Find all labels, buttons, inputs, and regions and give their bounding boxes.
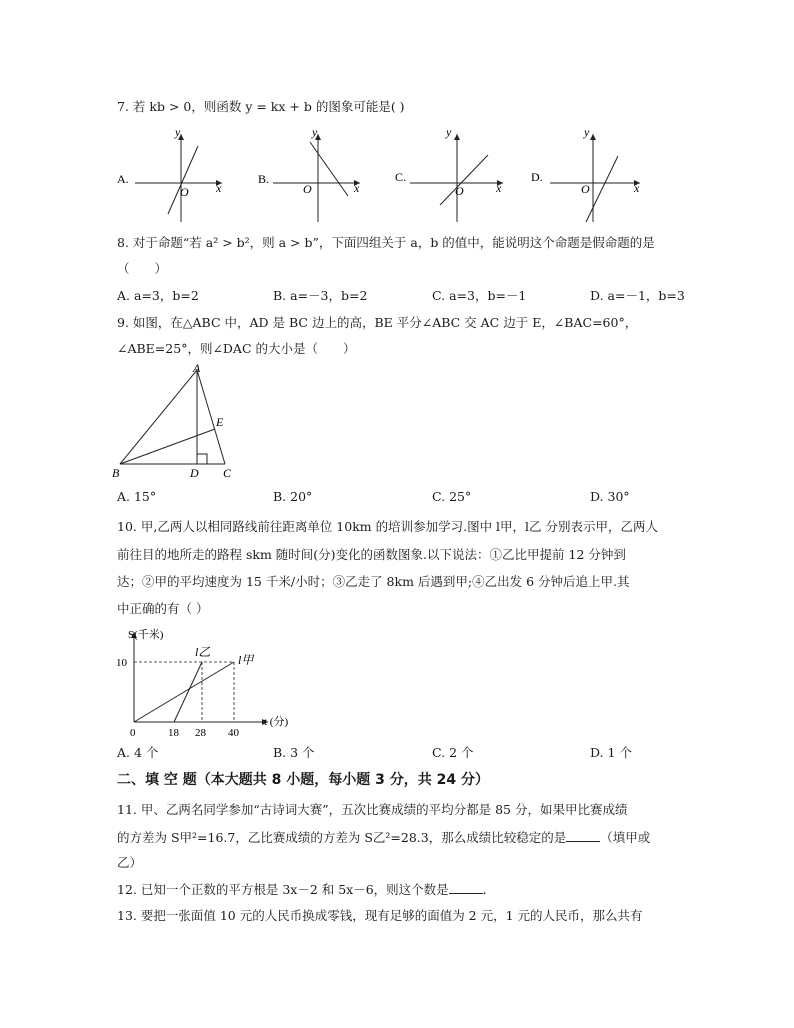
q11-answer-blank[interactable] xyxy=(566,831,600,842)
q10-x-tick-0: 0 xyxy=(130,727,136,739)
q10-line1: 10. 甲,乙两人以相同路线前往距离单位 10km 的培训参加学习.图中 l甲，l乙 分别表示甲，乙两人 xyxy=(117,519,659,534)
q10-distance-time-graph xyxy=(110,624,300,744)
q9-triangle-figure xyxy=(110,362,270,482)
q9-label-a: A xyxy=(193,362,201,375)
q7-b-o: O xyxy=(303,182,312,196)
q8-option-a: A. a=3，b=2 xyxy=(117,288,199,303)
q9-option-b: B. 20° xyxy=(273,489,313,504)
section-2-heading: 二、填 空 题（本大题共 8 小题，每小题 3 分，共 24 分） xyxy=(117,772,489,788)
q7-c-o: O xyxy=(455,184,464,198)
q11-line3: 乙） xyxy=(117,855,143,870)
q10-x-tick-28: 28 xyxy=(195,727,206,739)
q7-a-o: O xyxy=(180,185,189,199)
q10-line2: 前往目的地所走的路程 skm 随时间(分)变化的函数图象.以下说法：①乙比甲提前 12 分钟到 xyxy=(117,547,626,562)
q7-d-o: O xyxy=(581,182,590,196)
q10-option-c: C. 2 个 xyxy=(432,745,474,760)
q7-c-y: y xyxy=(446,125,452,139)
q10-x-tick-40: 40 xyxy=(228,727,239,739)
q8-line1: 8. 对于命题“若 a² > b²，则 a > b”，下面四组关于 a，b 的值中，能说明这个命题是假命题的是 xyxy=(117,235,655,250)
q10-option-d: D. 1 个 xyxy=(590,745,632,760)
q7-b-y: y xyxy=(312,125,318,139)
q9-option-c: C. 25° xyxy=(432,489,472,504)
q12-answer-blank[interactable] xyxy=(449,883,483,894)
q9-label-d: D xyxy=(190,466,199,480)
q10-label-yi: l乙 xyxy=(195,645,211,659)
q7-a-x: x xyxy=(216,181,222,195)
q11-line2: 的方差为 S甲²=16.7，乙比赛成绩的方差为 S乙²=28.3，那么成绩比较稳定的是 （填甲或 xyxy=(117,830,651,845)
q7-option-c-graph xyxy=(395,125,503,222)
q9-label-b: B xyxy=(112,466,120,480)
q10-y-tick-10: 10 xyxy=(116,657,127,669)
q9-option-a: A. 15° xyxy=(117,489,157,504)
q10-line4: 中正确的有（ ） xyxy=(117,601,209,616)
q12-line1: 12. 已知一个正数的平方根是 3x－2 和 5x－6，则这个数是 . xyxy=(117,882,487,897)
q7-a-y: y xyxy=(175,125,181,139)
q7-c-x: x xyxy=(496,181,502,195)
q10-line-yi xyxy=(174,662,202,722)
q7-option-a-label: A. xyxy=(117,172,129,186)
q7-b-x: x xyxy=(354,181,360,195)
q9-option-d: D. 30° xyxy=(590,489,630,504)
q8-option-d: D. a=－1，b=3 xyxy=(590,288,685,303)
q8-line2: （ ） xyxy=(117,261,168,276)
q7-option-b-graph xyxy=(258,125,360,222)
q7-option-d-graph xyxy=(531,125,640,222)
q7-stem: 7. 若 kb > 0，则函数 y = kx + b 的图象可能是( ) xyxy=(117,99,405,114)
q10-label-jia: l甲 xyxy=(238,653,254,667)
q10-x-tick-18: 18 xyxy=(168,727,179,739)
q10-xlabel: t (分) xyxy=(264,716,289,728)
q7-option-d-label: D. xyxy=(531,170,543,184)
q9-line2: ∠ABE=25°，则∠DAC 的大小是（ ） xyxy=(117,341,356,356)
q10-ylabel: S(千米) xyxy=(128,629,164,641)
q9-line1: 9. 如图，在△ABC 中，AD 是 BC 边上的高，BE 平分∠ABC 交 AC 边于 E，∠BAC=60°， xyxy=(117,315,638,330)
q7-d-x: x xyxy=(634,181,640,195)
q7-option-b-label: B. xyxy=(258,172,270,186)
q10-option-b: B. 3 个 xyxy=(273,745,315,760)
q10-option-a: A. 4 个 xyxy=(117,745,159,760)
q9-label-e: E xyxy=(216,415,224,429)
q10-line3: 达；②甲的平均速度为 15 千米/小时；③乙走了 8km 后遇到甲;④乙出发 6 分钟后追上甲.其 xyxy=(117,574,630,589)
q11-line1: 11. 甲、乙两名同学参加“古诗词大赛”，五次比赛成绩的平均分都是 85 分，如果甲比赛成绩 xyxy=(117,802,628,817)
q7-d-y: y xyxy=(584,125,590,139)
q7-option-c-label: C. xyxy=(395,170,407,184)
q7-figures xyxy=(0,0,794,240)
q7-option-a-graph xyxy=(117,125,222,222)
q8-option-b: B. a=－3，b=2 xyxy=(273,288,368,303)
q10-line-jia xyxy=(134,662,234,722)
q13-line1: 13. 要把一张面值 10 元的人民币换成零钱，现有足够的面值为 2 元，1 元的人民币，那么共有 xyxy=(117,908,643,923)
q8-option-c: C. a=3，b=－1 xyxy=(432,288,527,303)
q9-label-c: C xyxy=(223,466,232,480)
